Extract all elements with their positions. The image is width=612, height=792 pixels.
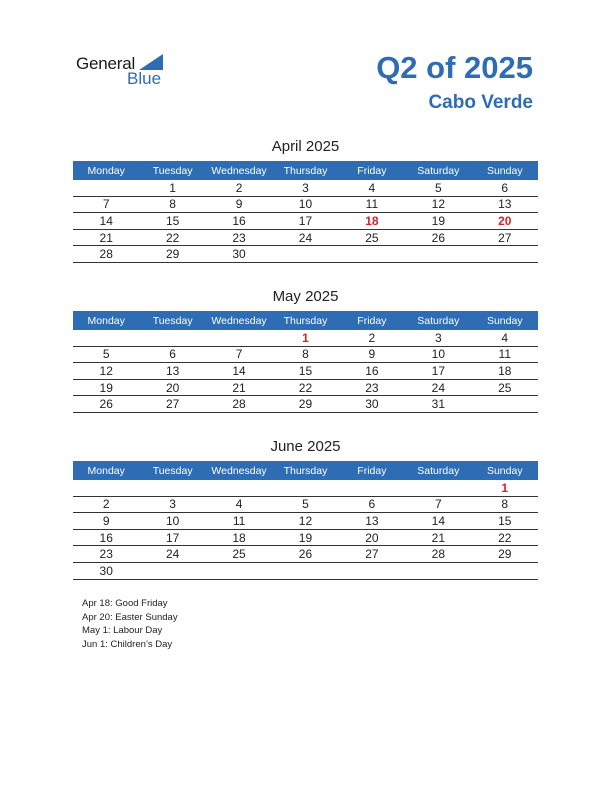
week-row: [73, 180, 538, 196]
day-cell: 21: [73, 229, 139, 246]
day-cell: 27: [472, 229, 538, 246]
day-cell: 23: [73, 546, 139, 563]
day-cell: 9: [206, 196, 272, 213]
weekday-header: Thursday: [272, 161, 338, 180]
weekday-header: Tuesday: [139, 161, 205, 180]
day-cell: 4: [472, 330, 538, 346]
day-cell: 17: [139, 529, 205, 546]
day-cell: 2: [339, 330, 405, 346]
empty-day-cell: [339, 480, 405, 496]
day-cell: 2: [206, 180, 272, 196]
day-cell: 8: [472, 496, 538, 513]
day-cell: 7: [405, 496, 471, 513]
day-cell: 29: [139, 246, 205, 263]
month-may: [73, 287, 538, 413]
day-cell: 22: [272, 379, 338, 396]
calendar-table: [73, 161, 538, 263]
day-cell: 12: [272, 513, 338, 530]
day-cell: 10: [405, 346, 471, 363]
weekday-header: Sunday: [472, 161, 538, 180]
day-cell: 5: [405, 180, 471, 196]
day-cell: 23: [206, 229, 272, 246]
day-cell: 1: [272, 330, 338, 346]
day-cell: 18: [339, 213, 405, 230]
day-cell: 25: [472, 379, 538, 396]
weekday-header: Wednesday: [206, 311, 272, 330]
day-cell: 29: [472, 546, 538, 563]
empty-day-cell: [139, 480, 205, 496]
weekday-header-row: [73, 161, 538, 180]
weekday-header: Tuesday: [139, 311, 205, 330]
month-june: [73, 437, 538, 580]
day-cell: 10: [139, 513, 205, 530]
day-cell: 22: [139, 229, 205, 246]
weekday-header: Saturday: [405, 461, 471, 480]
month-title: April 2025: [271, 138, 340, 155]
weekday-header: Friday: [339, 311, 405, 330]
day-cell: 19: [73, 379, 139, 396]
day-cell: 2: [73, 496, 139, 513]
day-cell: 24: [272, 229, 338, 246]
day-cell: 11: [472, 346, 538, 363]
week-row: [73, 346, 538, 363]
weekday-header: Monday: [73, 311, 139, 330]
day-cell: 29: [272, 396, 338, 413]
empty-day-cell: [472, 246, 538, 263]
holiday-notes: [82, 597, 178, 651]
week-row: [73, 330, 538, 346]
day-cell: 26: [272, 546, 338, 563]
empty-day-cell: [472, 396, 538, 413]
holiday-note: Apr 18: Good Friday: [82, 598, 168, 609]
day-cell: 28: [206, 396, 272, 413]
day-cell: 7: [206, 346, 272, 363]
day-cell: 19: [272, 529, 338, 546]
empty-day-cell: [73, 480, 139, 496]
calendar-table: [73, 311, 538, 413]
week-row: [73, 213, 538, 230]
day-cell: 27: [139, 396, 205, 413]
day-cell: 23: [339, 379, 405, 396]
empty-day-cell: [73, 180, 139, 196]
logo: [76, 54, 176, 88]
day-cell: 20: [472, 213, 538, 230]
day-cell: 9: [339, 346, 405, 363]
weekday-header: Tuesday: [139, 461, 205, 480]
day-cell: 15: [139, 213, 205, 230]
empty-day-cell: [472, 562, 538, 579]
day-cell: 12: [405, 196, 471, 213]
empty-day-cell: [139, 562, 205, 579]
page-title: Q2 of 2025: [376, 50, 533, 85]
holiday-note: May 1: Labour Day: [82, 625, 163, 636]
weekday-header: Friday: [339, 461, 405, 480]
day-cell: 6: [139, 346, 205, 363]
day-cell: 24: [139, 546, 205, 563]
weekday-header: Thursday: [272, 311, 338, 330]
day-cell: 14: [405, 513, 471, 530]
day-cell: 30: [73, 562, 139, 579]
empty-day-cell: [405, 246, 471, 263]
day-cell: 13: [339, 513, 405, 530]
day-cell: 25: [206, 546, 272, 563]
week-row: [73, 546, 538, 563]
empty-day-cell: [405, 480, 471, 496]
day-cell: 26: [405, 229, 471, 246]
day-cell: 8: [139, 196, 205, 213]
week-row: [73, 379, 538, 396]
weekday-header: Wednesday: [206, 161, 272, 180]
week-row: [73, 513, 538, 530]
day-cell: 5: [73, 346, 139, 363]
day-cell: 10: [272, 196, 338, 213]
weekday-header: Saturday: [405, 161, 471, 180]
day-cell: 20: [139, 379, 205, 396]
day-cell: 22: [472, 529, 538, 546]
weekday-header: Monday: [73, 461, 139, 480]
empty-day-cell: [405, 562, 471, 579]
weekday-header: Sunday: [472, 311, 538, 330]
day-cell: 27: [339, 546, 405, 563]
day-cell: 30: [339, 396, 405, 413]
empty-day-cell: [139, 330, 205, 346]
day-cell: 13: [472, 196, 538, 213]
weekday-header: Wednesday: [206, 461, 272, 480]
week-row: [73, 396, 538, 413]
week-row: [73, 496, 538, 513]
day-cell: 19: [405, 213, 471, 230]
day-cell: 8: [272, 346, 338, 363]
day-cell: 11: [206, 513, 272, 530]
day-cell: 28: [73, 246, 139, 263]
day-cell: 3: [405, 330, 471, 346]
month-title: May 2025: [272, 288, 339, 305]
day-cell: 15: [472, 513, 538, 530]
weekday-header: Monday: [73, 161, 139, 180]
weekday-header: Saturday: [405, 311, 471, 330]
empty-day-cell: [206, 480, 272, 496]
day-cell: 1: [139, 180, 205, 196]
day-cell: 14: [206, 363, 272, 380]
day-cell: 30: [206, 246, 272, 263]
day-cell: 25: [339, 229, 405, 246]
holiday-note: Apr 20: Easter Sunday: [82, 611, 178, 623]
weekday-header-row: [73, 311, 538, 330]
weekday-header: Thursday: [272, 461, 338, 480]
day-cell: 20: [339, 529, 405, 546]
empty-day-cell: [339, 246, 405, 263]
day-cell: 6: [339, 496, 405, 513]
week-row: [73, 229, 538, 246]
day-cell: 24: [405, 379, 471, 396]
day-cell: 7: [73, 196, 139, 213]
day-cell: 17: [405, 363, 471, 380]
day-cell: 6: [472, 180, 538, 196]
day-cell: 18: [472, 363, 538, 380]
month-april: [73, 137, 538, 263]
day-cell: 12: [73, 363, 139, 380]
empty-day-cell: [272, 480, 338, 496]
logo-triangle-icon: [139, 54, 163, 70]
day-cell: 3: [272, 180, 338, 196]
day-cell: 11: [339, 196, 405, 213]
day-cell: 16: [339, 363, 405, 380]
weekday-header: Sunday: [472, 461, 538, 480]
empty-day-cell: [206, 330, 272, 346]
empty-day-cell: [272, 562, 338, 579]
day-cell: 21: [405, 529, 471, 546]
holiday-note: Jun 1: Children’s Day: [82, 638, 173, 650]
day-cell: 4: [339, 180, 405, 196]
week-row: [73, 529, 538, 546]
calendar-table: [73, 461, 538, 580]
day-cell: 21: [206, 379, 272, 396]
day-cell: 13: [139, 363, 205, 380]
empty-day-cell: [339, 562, 405, 579]
week-row: [73, 480, 538, 496]
day-cell: 28: [405, 546, 471, 563]
day-cell: 26: [73, 396, 139, 413]
day-cell: 16: [73, 529, 139, 546]
weekday-header: Friday: [339, 161, 405, 180]
week-row: [73, 196, 538, 213]
week-row: [73, 363, 538, 380]
day-cell: 1: [472, 480, 538, 496]
empty-day-cell: [272, 246, 338, 263]
day-cell: 31: [405, 396, 471, 413]
empty-day-cell: [206, 562, 272, 579]
week-row: [73, 562, 538, 579]
day-cell: 9: [73, 513, 139, 530]
country-name: Cabo Verde: [428, 92, 533, 113]
day-cell: 14: [73, 213, 139, 230]
month-title: June 2025: [270, 438, 341, 455]
day-cell: 3: [139, 496, 205, 513]
day-cell: 4: [206, 496, 272, 513]
day-cell: 16: [206, 213, 272, 230]
day-cell: 18: [206, 529, 272, 546]
logo-blue-text: Blue: [127, 69, 162, 88]
day-cell: 15: [272, 363, 338, 380]
weekday-header-row: [73, 461, 538, 480]
logo-general-text: General: [76, 54, 136, 73]
day-cell: 17: [272, 213, 338, 230]
empty-day-cell: [73, 330, 139, 346]
day-cell: 5: [272, 496, 338, 513]
week-row: [73, 246, 538, 263]
